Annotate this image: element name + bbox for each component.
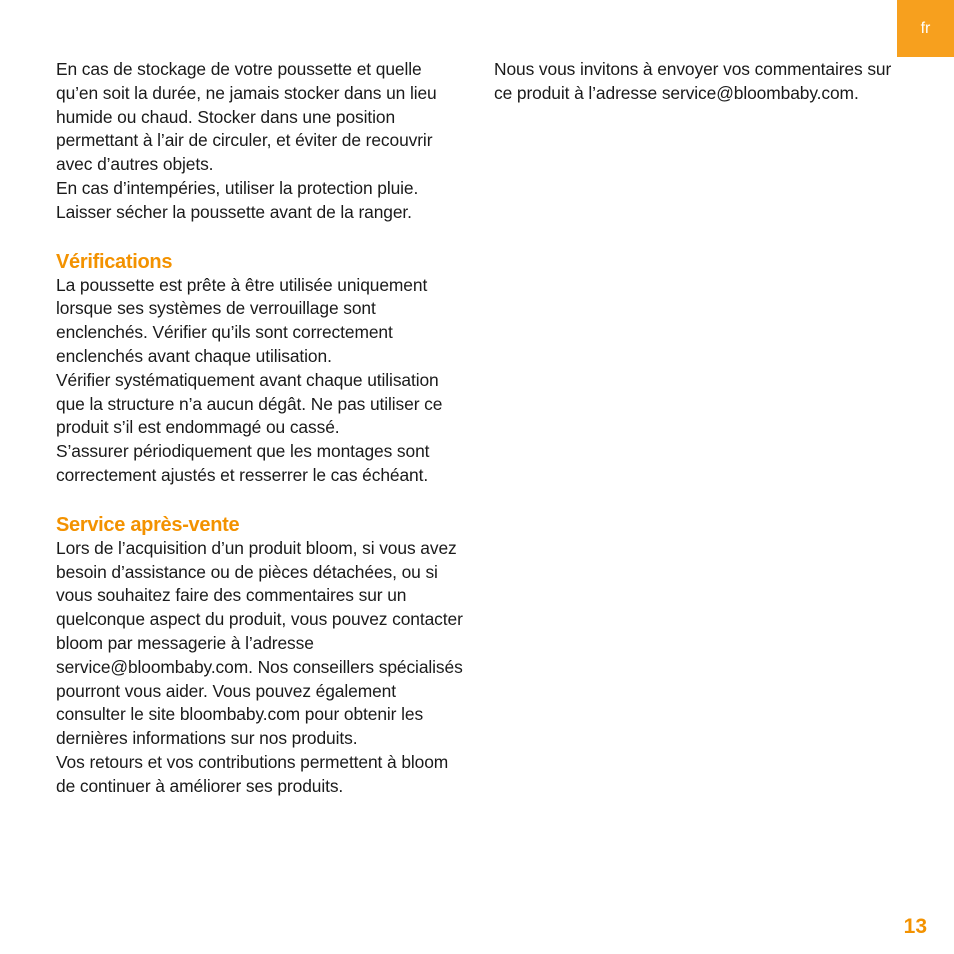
storage-paragraph-1: En cas de stockage de votre poussette et quelle qu’en soit la durée, ne jamais stocker dans un lieu humide ou chaud. Stocker dans une position permettant à l’air de circuler, et éviter de recouvrir avec d’autres objets. <box>56 59 437 175</box>
checks-paragraph-1: La poussette est prête à être utilisée uniquement lorsque ses systèmes de verrouillage sont enclenchés. Vérifier qu’ils sont correctement enclenchés avant chaque utilisation. <box>56 274 428 366</box>
language-tab: fr <box>897 0 954 57</box>
left-column <box>56 58 466 799</box>
page-number: 13 <box>903 915 927 938</box>
checks-paragraph-3: S’assurer périodiquement que les montages sont correctement ajustés et resserrer le cas échéant. <box>56 441 430 485</box>
checks-heading: Vérifications <box>56 250 173 273</box>
service-paragraph-1: Lors de l’acquisition d’un produit bloom, si vous avez besoin d’assistance ou de pièces détachées, ou si vous souhaitez faire des commentaires sur un quelconque aspect du produit, vous pouvez contacter bloom par messagerie à l’adresse service@bloombaby.com. Nos conseillers spécialisés pourront vous aider. Vous pouvez également consulter le site bloombaby.com pour obtenir les dernières informations sur nos produits. <box>56 537 463 749</box>
checks-paragraph-2: Vérifier systématiquement avant chaque utilisation que la structure n’a aucun dégât. Ne pas utiliser ce produit s’il est endommagé ou cassé. <box>56 369 443 438</box>
service-heading: Service après-vente <box>56 513 240 536</box>
service-paragraph-2: Vos retours et vos contributions permettent à bloom de continuer à améliorer ses produits. <box>56 751 449 796</box>
storage-paragraph-2: En cas d’intempéries, utiliser la protection pluie. Laisser sécher la poussette avant de la ranger. <box>56 177 419 222</box>
feedback-paragraph: Nous vous invitons à envoyer vos commentaires sur ce produit à l’adresse service@bloombaby.com. <box>494 59 892 103</box>
right-column <box>494 58 904 106</box>
